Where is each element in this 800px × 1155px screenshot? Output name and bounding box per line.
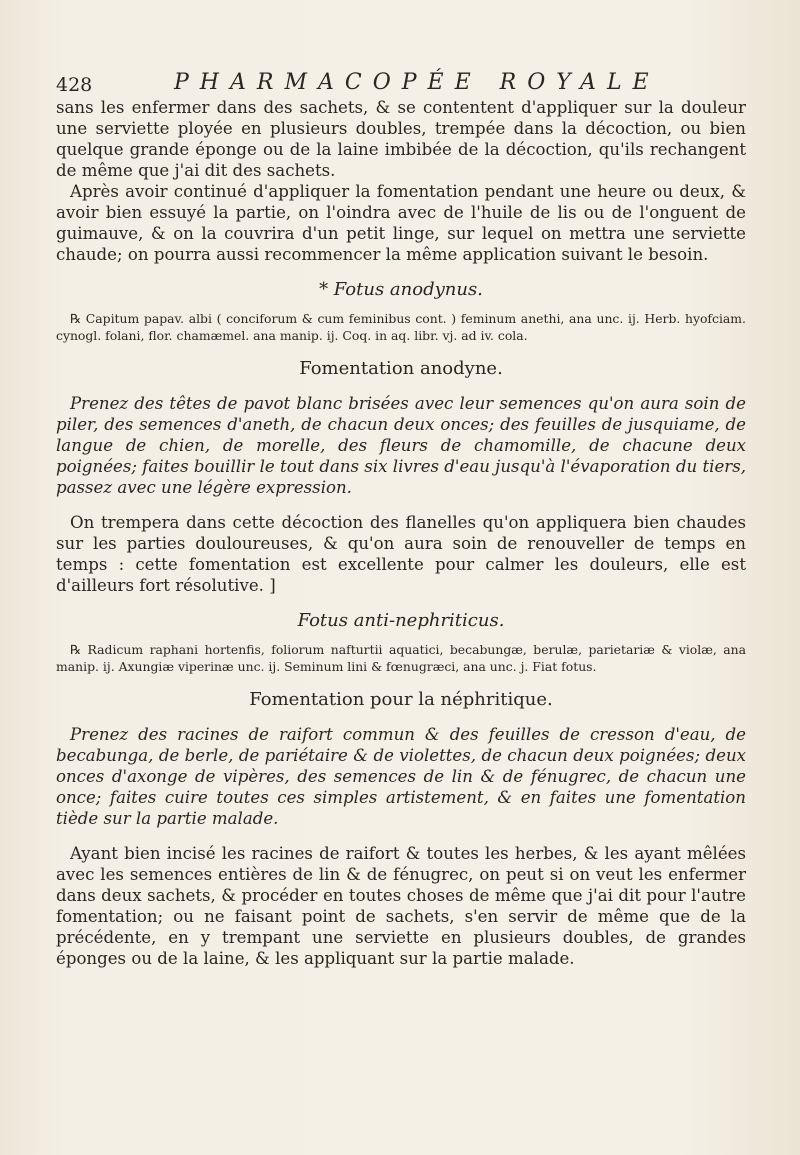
latin-formula-anti-nephriticus: ℞ Radicum raphani hortenfis, foliorum nafturtii aquatici, becabungæ, berulæ, parietariæ & violæ, ana manip. ij. Axungiæ viperinæ unc. ij. Seminum lini & fœnugræci, ana unc. j. Fiat fotus.	[56, 642, 746, 674]
paragraph-continuation: sans les enfermer dans des sachets, & se contentent d'appliquer sur la douleur une serviette ployée en plusieurs doubles, trempée dans la décoction, ou bien quelque grande éponge ou de la laine imbibée de la décoction, qu'ils rechangent de même que j'ai dit des sachets.	[56, 98, 746, 180]
note-anodyne: On trempera dans cette décoction des flanelles qu'on appliquera bien chaudes sur les parties douloureuses, & qu'on aura soin de renouveller de temps en temps : cette fomentation est excellente pour calmer les douleurs, elle est d'ailleurs fort résolutive. ]	[56, 513, 746, 595]
latin-formula-anodynus: ℞ Capitum papav. albi ( conciforum & cum feminibus cont. ) feminum anethi, ana unc. ij. Herb. hyofciam. cynogl. folani, flor. chamæmel. ana manip. ij. Coq. in aq. libr. vj. ad iv. cola.	[56, 311, 746, 343]
recipe-title-anti-nephriticus: Fotus anti-nephriticus.	[297, 610, 505, 631]
page-number: 428	[56, 74, 93, 96]
french-title-anodyne: Fomentation anodyne.	[299, 358, 503, 379]
instruction-nephritique: Prenez des racines de raifort commun & des feuilles de cresson d'eau, de becabunga, de berle, de pariétaire & de violettes, de chacun deux poignées; deux onces d'axonge de vipères, des semences de lin & de fénugrec, de chacun une once; faites cuire toutes ces simples artistement, & en faites une fomentation tiède sur la partie malade.	[56, 725, 746, 828]
paragraph-application: Après avoir continué d'appliquer la fomentation pendant une heure ou deux, & avoir bien essuyé la partie, on l'oindra avec de l'huile de lis ou de l'onguent de guimauve, & on la couvrira d'un petit linge, sur lequel on mettra une serviette chaude; on pourra aussi recommencer la même application suivant le besoin.	[56, 182, 746, 264]
instruction-anodyne: Prenez des têtes de pavot blanc brisées avec leur semences qu'on aura soin de piler, des semences d'aneth, de chacun deux onces; des feuilles de jusquiame, de langue de chien, de morelle, des fleurs de chamomille, de chacune deux poignées; faites bouillir le tout dans six livres d'eau jusqu'à l'évaporation du tiers, passez avec une légère expression.	[56, 394, 746, 497]
page-body	[56, 97, 746, 969]
page-header	[56, 70, 746, 100]
note-nephritique: Ayant bien incisé les racines de raifort & toutes les herbes, & les ayant mêlées avec les semences entières de lin & de fénugrec, on peut si on veut les enfermer dans deux sachets, & procéder en toutes choses de même que j'ai dit pour l'autre fomentation; ou ne faisant point de sachets, s'en servir de même que de la précédente, en y trempant une serviette en plusieurs doubles, de grandes éponges ou de la laine, & les appliquant sur la partie malade.	[56, 844, 746, 968]
french-title-nephritique: Fomentation pour la néphritique.	[249, 689, 553, 710]
recipe-title-anodynus: * Fotus anodynus.	[319, 279, 483, 300]
running-title: PHARMACOPÉE ROYALE	[174, 70, 660, 95]
